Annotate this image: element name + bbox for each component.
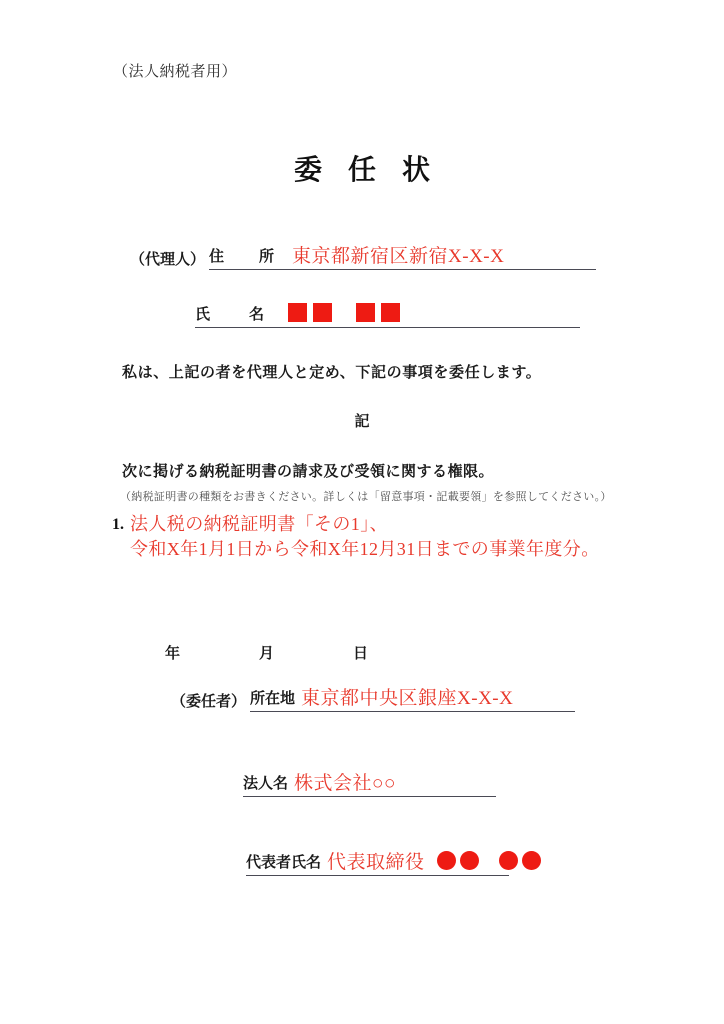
- clause-item-line1: 法人税の納税証明書「その1」、: [130, 514, 388, 534]
- clause-item-1: [112, 512, 600, 562]
- agent-name-label: 氏 名: [195, 307, 277, 323]
- page-title: 委任状: [293, 155, 456, 186]
- agent-address-field[interactable]: [209, 247, 596, 270]
- delegator-representative-row: [246, 851, 509, 876]
- redaction-square-icon: [313, 303, 332, 322]
- delegation-statement: 私は、上記の者を代理人と定め、下記の事項を委任します。: [122, 365, 542, 381]
- agent-address-value: 東京都新宿区新宿X-X-X: [292, 246, 505, 267]
- agent-address-label: 住 所: [209, 249, 285, 265]
- delegator-address-row: [171, 689, 575, 712]
- clause-item-text: [130, 512, 600, 562]
- delegator-address-field[interactable]: [250, 689, 575, 712]
- clause-heading: 次に掲げる納税証明書の請求及び受領に関する権限。: [122, 464, 495, 480]
- redaction-square-group: [356, 303, 400, 322]
- redaction-square-icon: [356, 303, 375, 322]
- agent-name-redaction: [278, 303, 400, 325]
- delegator-representative-label: 代表者氏名: [246, 855, 322, 871]
- redaction-circle-icon: [522, 851, 541, 870]
- delegator-address-value: 東京都中央区銀座X-X-X: [301, 688, 514, 709]
- redaction-square-icon: [288, 303, 307, 322]
- redaction-circle-icon: [499, 851, 518, 870]
- redaction-circle-group: [499, 851, 541, 870]
- delegator-corporate-name-field[interactable]: [243, 774, 496, 797]
- delegator-address-label: 所在地: [250, 691, 296, 707]
- delegator-representative-field[interactable]: [246, 851, 509, 876]
- redaction-circle-group: [437, 851, 479, 870]
- redaction-square-group: [288, 303, 332, 322]
- redaction-square-icon: [381, 303, 400, 322]
- document-kind-note: （法人納税者用）: [113, 64, 238, 80]
- clause-item-number: 1.: [112, 516, 124, 533]
- delegator-corporate-name-label: 法人名: [243, 776, 289, 792]
- agent-name-field[interactable]: [195, 303, 580, 328]
- delegator-representative-redaction: [425, 851, 541, 873]
- clause-item-line2: 令和X年1月1日から令和X年12月31日までの事業年度分。: [130, 539, 600, 559]
- delegator-representative-title: 代表取締役: [327, 852, 425, 873]
- ki-mark: 記: [354, 414, 370, 430]
- redaction-circle-icon: [437, 851, 456, 870]
- delegator-party-label: （委任者）: [171, 694, 247, 710]
- delegator-corporate-name-row: [243, 774, 496, 797]
- agent-party-label: （代理人）: [130, 252, 206, 268]
- redaction-circle-icon: [460, 851, 479, 870]
- delegator-corporate-name-value: 株式会社○○: [294, 773, 396, 794]
- clause-note: （納税証明書の種類をお書きください。詳しくは「留意事項・記載要領」を参照してください。）: [120, 491, 612, 503]
- date-line[interactable]: 年 月 日: [165, 646, 401, 662]
- agent-name-row: [195, 303, 580, 328]
- agent-address-row: [130, 247, 596, 270]
